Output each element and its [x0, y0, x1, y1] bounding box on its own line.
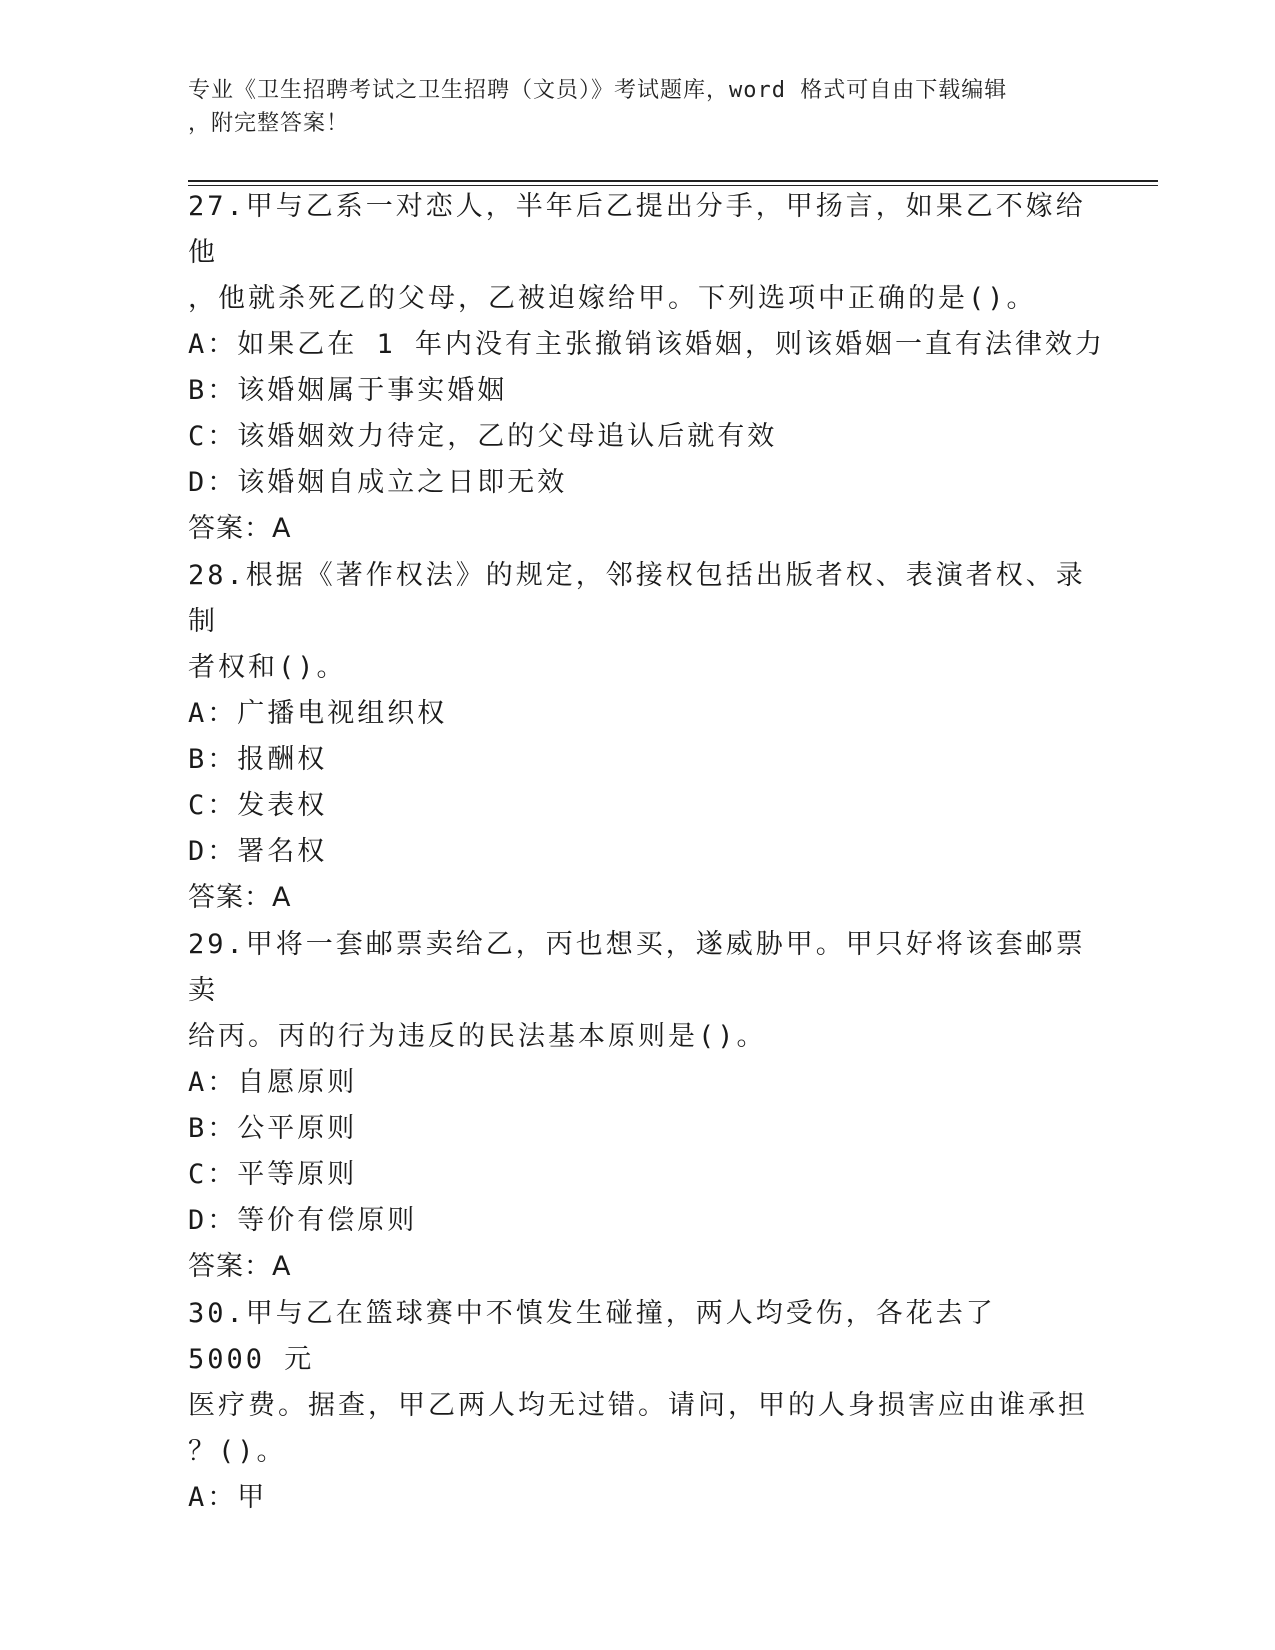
- header-line-1: 专业《卫生招聘考试之卫生招聘（文员）》考试题库，word 格式可自由下载编辑: [188, 78, 1008, 103]
- question-stem-line: ，他就杀死乙的父母，乙被迫嫁给甲。下列选项中正确的是()。: [188, 283, 1037, 314]
- option-a: A：甲: [188, 1482, 268, 1513]
- option-a: A：如果乙在 1 年内没有主张撤销该婚姻，则该婚姻一直有法律效力: [188, 329, 1106, 360]
- question-stem-line: 29.甲将一套邮票卖给乙，丙也想买，遂威胁甲。甲只好将该套邮票卖: [188, 929, 1086, 1006]
- answer-line: 答案：A: [188, 513, 292, 544]
- question-stem-line: 者权和()。: [188, 652, 347, 683]
- option-d: D：该婚姻自成立之日即无效: [188, 467, 568, 498]
- option-c: C：该婚姻效力待定，乙的父母追认后就有效: [188, 421, 778, 452]
- header-divider-thick: [188, 180, 1158, 182]
- question-28: [188, 553, 1088, 921]
- question-29: [188, 922, 1088, 1290]
- option-a: A：自愿原则: [188, 1067, 358, 1098]
- option-c: C：发表权: [188, 790, 328, 821]
- question-stem-line: ？()。: [188, 1436, 287, 1467]
- question-stem-line: 30.甲与乙在篮球赛中不慎发生碰撞，两人均受伤，各花去了 5000 元: [188, 1298, 996, 1375]
- option-b: B：该婚姻属于事实婚姻: [188, 375, 508, 406]
- question-30: [188, 1291, 1088, 1521]
- question-stem-line: 医疗费。据查，甲乙两人均无过错。请问，甲的人身损害应由谁承担: [188, 1390, 1088, 1421]
- option-b: B：公平原则: [188, 1113, 358, 1144]
- header-line-2: ，附完整答案！: [188, 111, 350, 136]
- question-27: [188, 184, 1106, 552]
- question-stem-line: 27.甲与乙系一对恋人，半年后乙提出分手，甲扬言，如果乙不嫁给他: [188, 191, 1086, 268]
- answer-line: 答案：A: [188, 882, 292, 913]
- option-d: D：等价有偿原则: [188, 1205, 418, 1236]
- option-a: A：广播电视组织权: [188, 698, 448, 729]
- question-stem-line: 28.根据《著作权法》的规定，邻接权包括出版者权、表演者权、录制: [188, 560, 1086, 637]
- question-stem-line: 给丙。丙的行为违反的民法基本原则是()。: [188, 1021, 767, 1052]
- option-b: B：报酬权: [188, 744, 328, 775]
- option-c: C：平等原则: [188, 1159, 358, 1190]
- answer-line: 答案：A: [188, 1251, 292, 1282]
- option-d: D：署名权: [188, 836, 328, 867]
- document-header: [188, 74, 1068, 140]
